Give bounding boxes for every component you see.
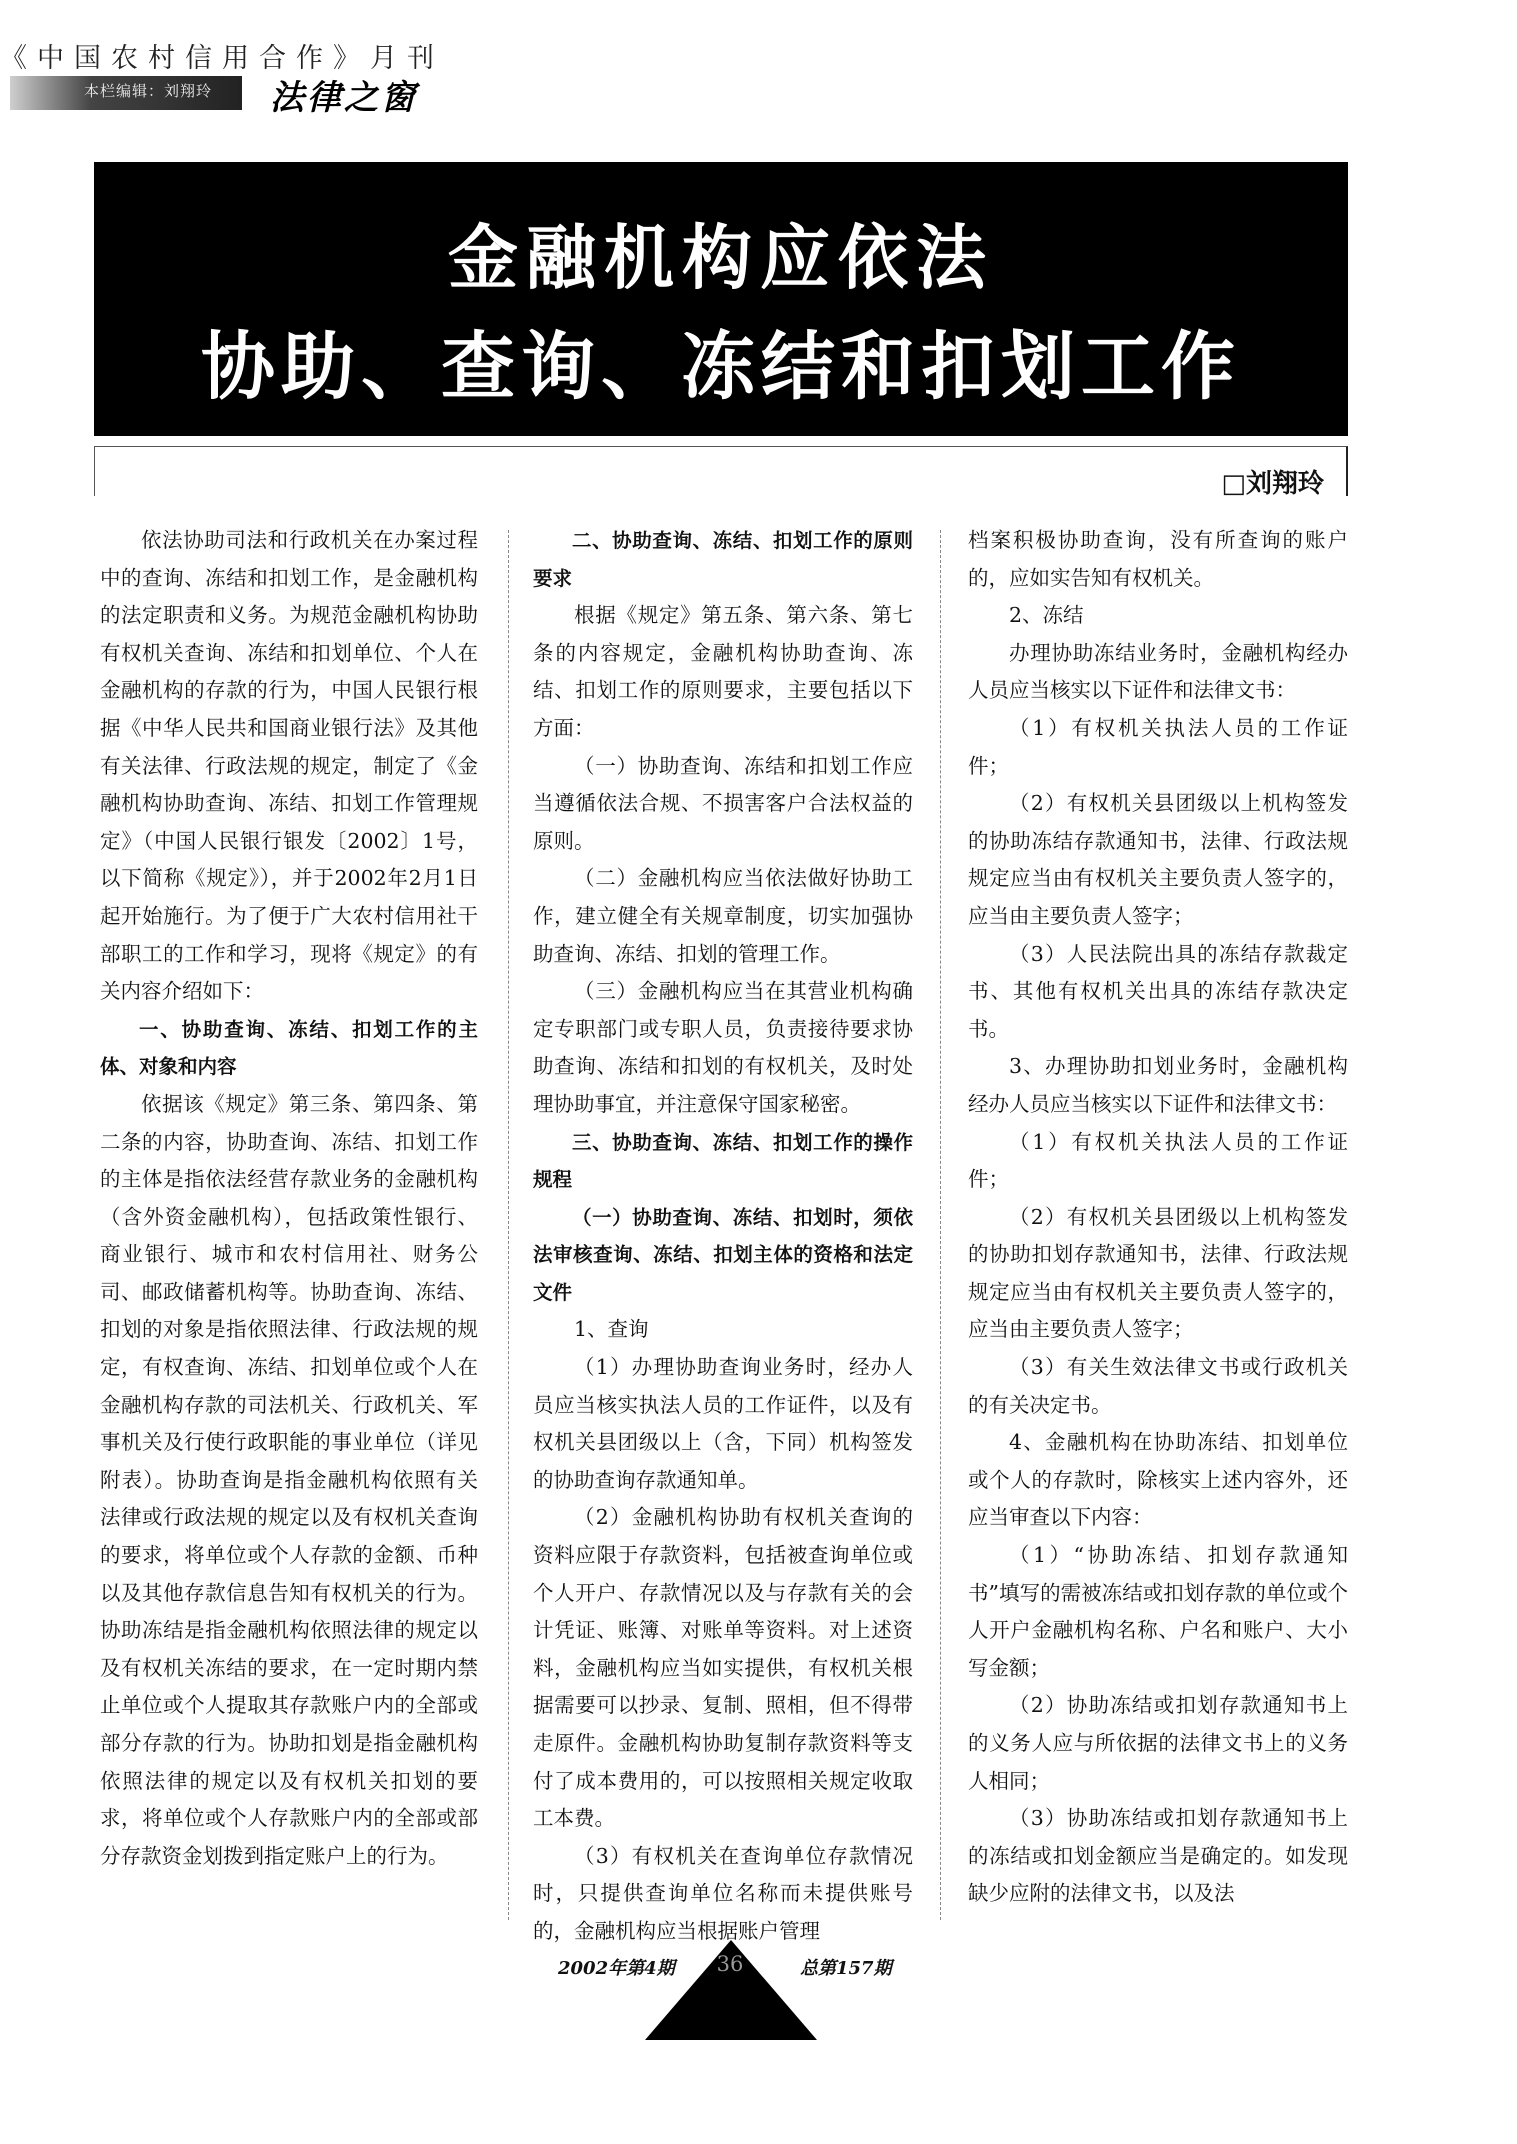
text-column-1 [100,522,478,1922]
column-name: 法律之窗 [270,78,418,118]
section-heading: 三、协助查询、冻结、扣划工作的操作规程 [533,1130,913,1192]
issue-number: 2002年第4期 [558,1958,675,1979]
masthead: 《中国农村信用合作》月刊 [0,43,444,74]
paragraph: （一）协助查询、冻结和扣划工作应当遵循依法合规、不损害客户合法权益的原则。 [533,753,913,853]
title-banner [94,162,1348,436]
paragraph: 3、办理协助扣划业务时，金融机构经办人员应当核实以下证件和法律文书： [968,1054,1348,1116]
page-number: 36 [716,1952,744,1976]
paragraph: 2、冻结 [1009,603,1084,628]
article-title-line1: 金融机构应依法 [448,217,994,299]
paragraph: （2）有权机关县团级以上机构签发的协助冻结存款通知书，法律、行政法规规定应当由有权机关主要负责人签字的，应当由主要负责人签字； [968,791,1348,928]
paragraph: 1、查询 [574,1317,649,1342]
paragraph: （2）有权机关县团级以上机构签发的协助扣划存款通知书，法律、行政法规规定应当由有权机关主要负责人签字的，应当由主要负责人签字； [968,1204,1348,1342]
section-heading: 一、协助查询、冻结、扣划工作的主体、对象和内容 [100,1017,478,1079]
paragraph: （1）有权机关执法人员的工作证件； [968,715,1348,778]
column-divider [508,530,509,1920]
paragraph: 办理协助冻结业务时，金融机构经办人员应当核实以下证件和法律文书： [968,640,1348,703]
sub-heading: （一）协助查询、冻结、扣划时，须依法审核查询、冻结、扣划主体的资格和法定文件 [533,1205,913,1304]
paragraph: （1）“协助冻结、扣划存款通知书”填写的需被冻结或扣划存款的单位或个人开户金融机构名称、户名和账户、大小写金额； [968,1543,1348,1680]
paragraph: （2）金融机构协助有权机关查询的资料应限于存款资料，包括被查询单位或个人开户、存款情况以及与存款有关的会计凭证、账簿、对账单等资料。对上述资料，金融机构应当如实提供，有权机关根据需要可以抄录、复制、照相，但不得带走原件。金融机构协助复制存款资料等支付了成本费用的，可以按照相关规定收取工本费。 [533,1505,913,1831]
column-divider [940,530,941,1920]
paragraph: 4、金融机构在协助冻结、扣划单位或个人的存款时，除核实上述内容外，还应当审查以下内容： [968,1430,1348,1530]
paragraph: （3）有关生效法律文书或行政机关的有关决定书。 [968,1355,1348,1417]
paragraph: （三）金融机构应当在其营业机构确定专职部门或专职人员，负责接待要求协助查询、冻结和扣划的有权机关，及时处理协助事宜，并注意保守国家秘密。 [533,979,913,1116]
paragraph: 依据该《规定》第三条、第四条、第二条的内容，协助查询、冻结、扣划工作的主体是指依法经营存款业务的金融机构（含外资金融机构），包括政策性银行、商业银行、城市和农村信用社、财务公司、邮政储蓄机构等。协助查询、冻结、扣划的对象是指依照法律、行政法规的规定，有权查询、冻结、扣划单位或个人在金融机构存款的司法机关、行政机关、军事机关及行使行政职能的事业单位（详见附表）。协助查询是指金融机构依照有关法律或行政法规的规定以及有权机关查询的要求，将单位或个人存款的金额、币种以及其他存款信息告知有权机关的行为。协助冻结是指金融机构依照法律的规定以及有权机关冻结的要求，在一定时期内禁止单位或个人提取其存款账户内的全部或部分存款的行为。协助扣划是指金融机构依照法律的规定以及有权机关扣划的要求，将单位或个人存款账户内的全部或部分存款资金划拨到指定账户上的行为。 [100,1091,478,1868]
text-column-2 [533,522,913,1943]
paragraph: （1）有权机关执法人员的工作证件； [968,1129,1348,1192]
paragraph: 根据《规定》第五条、第六条、第七条的内容规定，金融机构协助查询、冻结、扣划工作的原则要求，主要包括以下方面： [533,603,913,740]
page-footer [0,1940,1517,2060]
section-heading: 二、协助查询、冻结、扣划工作的原则要求 [533,529,913,590]
paragraph: （3）协助冻结或扣划存款通知书上的冻结或扣划金额应当是确定的。如发现缺少应附的法律文书，以及法 [968,1806,1348,1906]
column-editor: 本栏编辑：刘翔玲 [84,82,213,100]
paragraph: （2）协助冻结或扣划存款通知书上的义务人应与所依据的法律文书上的义务人相同； [968,1693,1348,1793]
article-title-line2: 协助、查询、冻结和扣划工作 [201,324,1241,410]
paragraph: 档案积极协助查询，没有所查询的账户的，应如实告知有权机关。 [968,528,1348,590]
text-column-3 [968,522,1348,1922]
paragraph: （1）办理协助查询业务时，经办人员应当核实执法人员的工作证件，以及有权机关县团级以上（含，下同）机构签发的协助查询存款通知单。 [533,1355,913,1492]
author-name: □刘翔玲 [1221,469,1324,499]
paragraph: 依法协助司法和行政机关在办案过程中的查询、冻结和扣划工作，是金融机构的法定职责和义务。为规范金融机构协助有权机关查询、冻结和扣划单位、个人在金融机构的存款的行为，中国人民银行根据《中华人民共和国商业银行法》及其他有关法律、行政法规的规定，制定了《金融机构协助查询、冻结、扣划工作管理规定》（中国人民银行银发〔2002〕1号，以下简称《规定》），并于2002年2月1日起开始施行。为了便于广大农村信用社干部职工的工作和学习，现将《规定》的有关内容介绍如下： [100,528,478,1004]
paragraph: （3）有权机关在查询单位存款情况时，只提供查询单位名称而未提供账号的，金融机构应当根据账户管理 [533,1843,913,1943]
paragraph: （3）人民法院出具的冻结存款裁定书、其他有权机关出具的冻结存款决定书。 [968,941,1348,1041]
total-issue-number: 总第157期 [800,1958,892,1979]
paragraph: （二）金融机构应当依法做好协助工作，建立健全有关规章制度，切实加强协助查询、冻结、扣划的管理工作。 [533,866,913,966]
author-bar [94,446,1348,499]
